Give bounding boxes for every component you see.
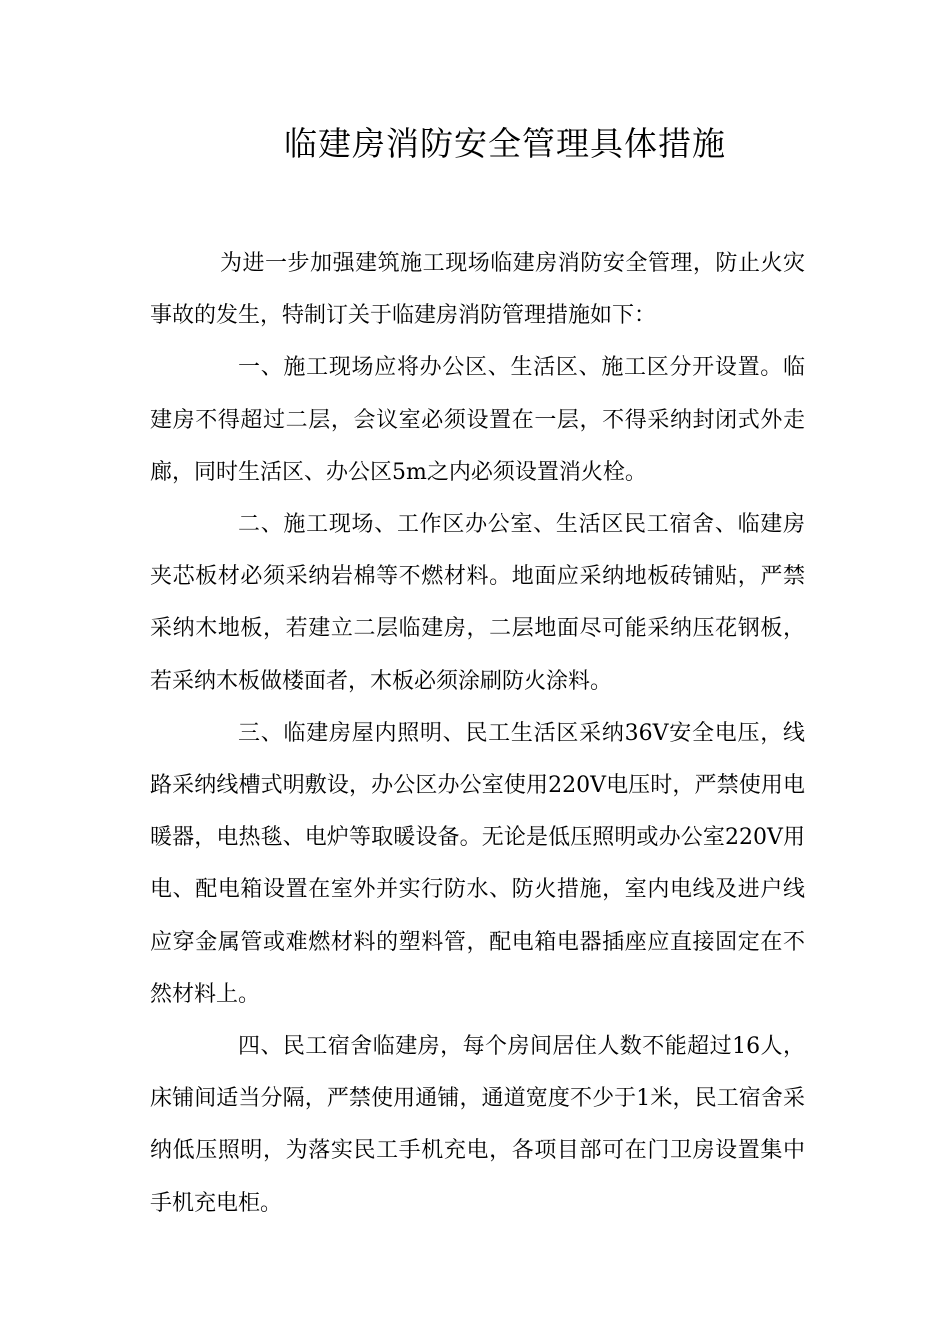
measure-paragraph-2: 二、施工现场、工作区办公室、生活区民工宿舍、临建房夹芯板材必须采纳岩棉等不燃材料。地面应采纳地板砖铺贴，严禁采纳木地板，若建立二层临建房，二层地面尽可能采纳压花钢板，若采纳木板做楼面者，木板必须涂刷防火涂料。 [150,512,805,694]
document-title: 临建房消防安全管理具体措施 [284,124,726,163]
measure-paragraph-3: 三、临建房屋内照明、民工生活区采纳36V安全电压，线路采纳线槽式明敷设，办公区办公室使用220V电压时，严禁使用电暖器，电热毯、电炉等取暖设备。无论是低压照明或办公室220V用电、配电箱设置在室外并实行防水、防火措施，室内电线及进户线应穿金属管或难燃材料的塑料管，配电箱电器插座应直接固定在不然材料上。 [150,720,805,1007]
measure-paragraph-1: 一、施工现场应将办公区、生活区、施工区分开设置。临建房不得超过二层，会议室必须设置在一层，不得采纳封闭式外走廊，同时生活区、办公区5m之内必须设置消火栓。 [150,355,805,485]
intro-paragraph: 为进一步加强建筑施工现场临建房消防安全管理，防止火灾事故的发生，特制订关于临建房消防管理措施如下： [150,251,805,329]
document-body [150,238,805,1230]
measure-paragraph-4: 四、民工宿舍临建房，每个房间居住人数不能超过16人，床铺间适当分隔，严禁使用通铺，通道宽度不少于1米，民工宿舍采纳低压照明，为落实民工手机充电，各项目部可在门卫房设置集中手机充电柜。 [150,1034,805,1216]
